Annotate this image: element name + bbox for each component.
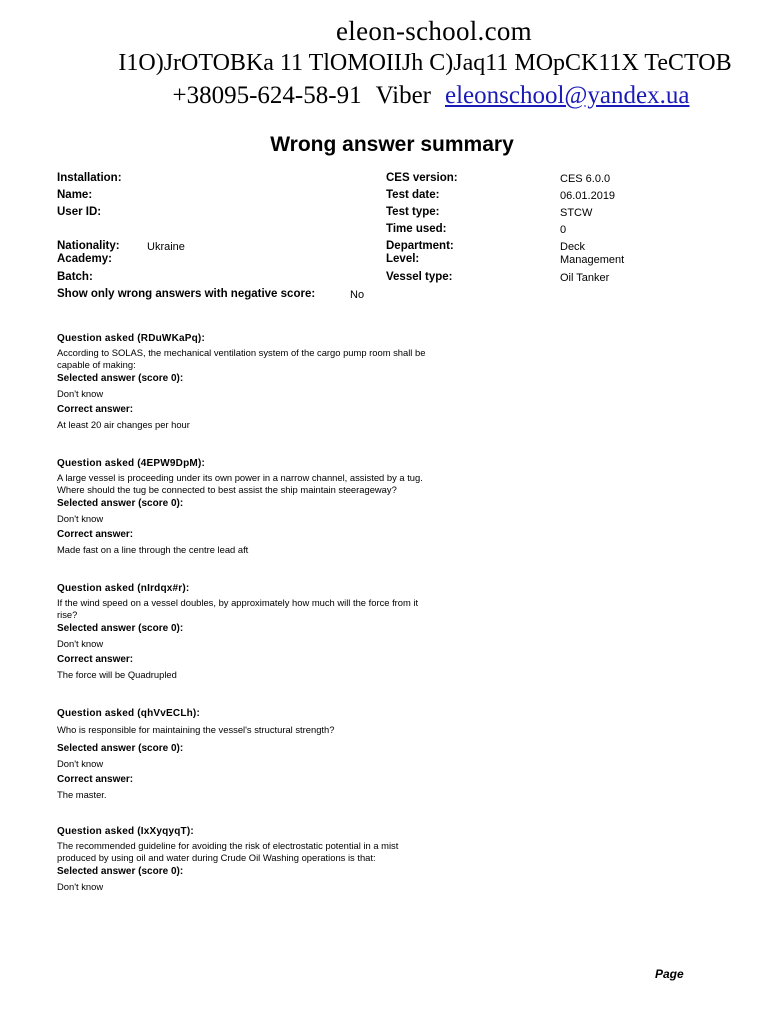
test-date-value: 06.01.2019 [560,190,616,202]
page-title: Wrong answer summary [270,133,514,156]
name-label: Name: [57,189,93,201]
test-type-label: Test type: [386,206,440,218]
question-block [57,708,497,801]
nationality-label: Nationality: [57,240,120,252]
question-text: The recommended guideline for avoiding the risk of electrostatic potential in a mist produced by using oil and water during Crude Oil Washing operations is that: [57,840,399,863]
question-text: According to SOLAS, the mechanical ventilation system of the cargo pump room shall be capable of making: [57,347,426,370]
selected-answer: Don't know [57,388,104,399]
negative-score-label: Show only wrong answers with negative score: [57,288,316,300]
site-name: eleon-school.com [336,16,532,46]
header-subtitle: I1O)JrOTOBKa 11 TlOMOIIJh C)Jaq11 MOpCK11X TeCTOB [118,50,732,76]
vessel-type-label: Vessel type: [386,271,453,283]
correct-answer: Made fast on a line through the centre lead aft [57,544,249,555]
vessel-type-value: Oil Tanker [560,272,610,284]
question-text: Who is responsible for maintaining the vessel's structural strength? [57,724,335,735]
selected-answer: Don't know [57,757,104,769]
correct-answer: The master. [57,788,107,800]
question-heading: Question asked (nIrdqx#r): [57,583,190,594]
question-heading: Question asked (RDuWKaPq): [57,333,205,344]
negative-score-value: No [350,289,365,301]
question-text: A large vessel is proceeding under its own power in a narrow channel, assisted by a tug. Where should the tug be connected to best assist the ship maintain steerageway? [57,472,423,495]
nationality-value: Ukraine [147,241,185,253]
academy-label: Academy: [57,253,112,265]
time-used-value: 0 [560,224,567,236]
viber-label: Viber [375,82,431,109]
selected-answer-label: Selected answer (score 0): [57,866,184,877]
selected-answer: Don't know [57,638,104,649]
selected-answer-label: Selected answer (score 0): [57,623,184,634]
correct-answer-label: Correct answer: [57,404,134,415]
selected-answer: Don't know [57,513,104,524]
question-heading: Question asked (qhVvECLh): [57,708,200,719]
selected-answer-label: Selected answer (score 0): [57,742,184,754]
correct-answer-label: Correct answer: [57,529,134,540]
correct-answer-label: Correct answer: [57,773,134,785]
contact-line [47,82,768,110]
question-heading: Question asked (IxXyqyqT): [57,826,194,837]
question-block [57,458,497,556]
correct-answer: At least 20 air changes per hour [57,419,190,430]
correct-answer: The force will be Quadrupled [57,669,177,680]
selected-answer-label: Selected answer (score 0): [57,498,184,509]
question-block [57,333,497,431]
selected-answer: Don't know [57,881,104,892]
level-value: Management [560,254,625,266]
test-type-value: STCW [560,207,593,219]
time-used-label: Time used: [386,223,447,235]
question-text: If the wind speed on a vessel doubles, by approximately how much will the force from it rise? [57,597,419,620]
ces-version-value: CES 6.0.0 [560,173,611,185]
email-link[interactable]: eleonschool@yandex.ua [445,82,690,109]
phone-number: +38095-624-58-91 [172,82,362,109]
page-footer-label: Page [655,967,684,981]
ces-version-label: CES version: [386,172,458,184]
correct-answer-label: Correct answer: [57,654,134,665]
level-label: Level: [386,253,420,265]
installation-label: Installation: [57,172,122,184]
question-heading: Question asked (4EPW9DpM): [57,458,205,469]
batch-label: Batch: [57,271,93,283]
question-block [57,826,497,893]
selected-answer-label: Selected answer (score 0): [57,373,184,384]
department-value: Deck [560,241,586,253]
test-date-label: Test date: [386,189,440,201]
department-label: Department: [386,240,454,252]
user-id-label: User ID: [57,206,102,218]
question-block [57,583,497,681]
